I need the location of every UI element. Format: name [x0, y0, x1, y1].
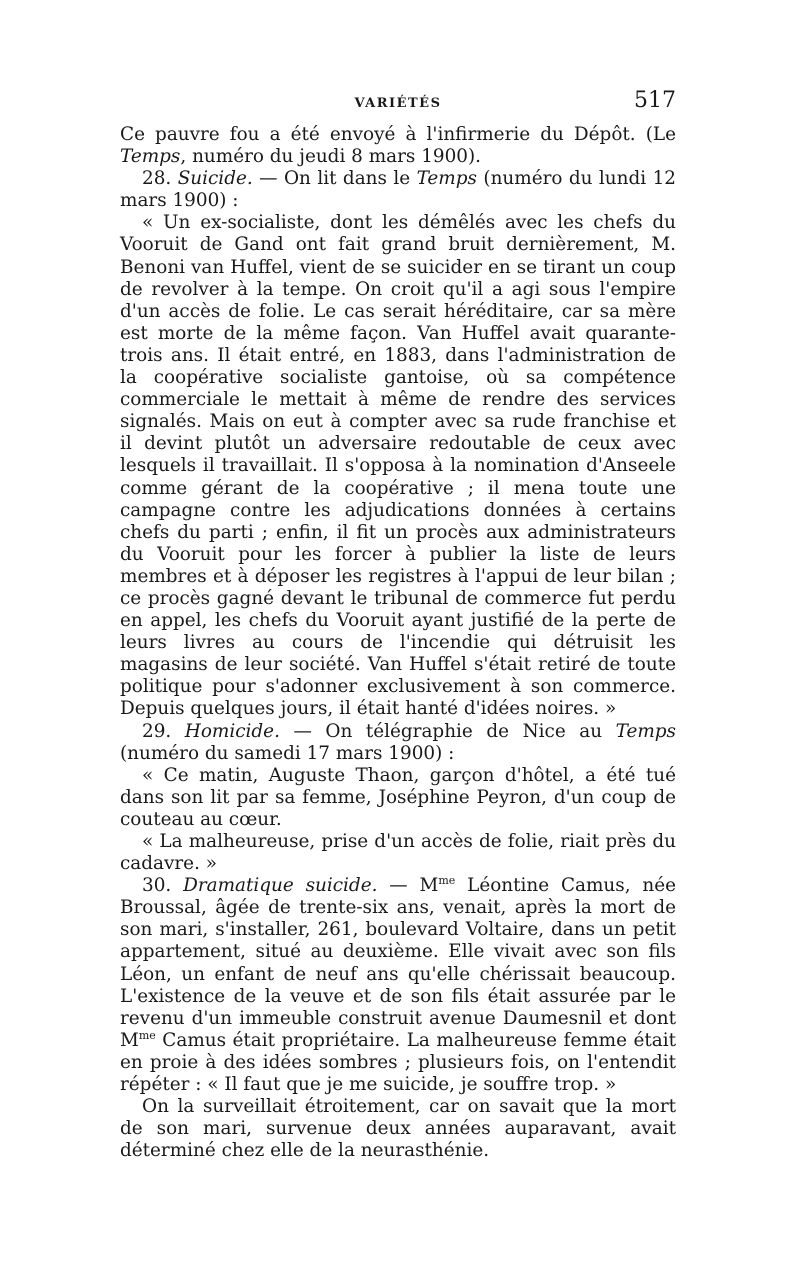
- case-number: 30.: [142, 875, 184, 897]
- case-title: Dramatique suicide.: [183, 875, 378, 897]
- text-run: Léontine Camus, née Broussal, âgée de trente-six ans, venait, après la mort de son mari, s'installer, 261, boulevard Voltaire, dans un petit appartement, situé au deuxième. Elle vivait avec son fils Léon, un enfant de neuf ans qu'elle chérissait beaucoup. L'existence de la veuve et de son fils était assurée par le revenu d'un immeuble construit avenue Daumesnil et dont M: [120, 875, 676, 1051]
- text-run: , numéro du jeudi 8 mars 1900).: [180, 146, 482, 168]
- text-run: (numéro du samedi 17 mars 1900) :: [120, 742, 455, 764]
- superscript: me: [438, 874, 456, 888]
- case-heading-28: [120, 168, 676, 212]
- text-run: (numéro du lundi 12 mars 1900) :: [120, 168, 676, 212]
- paragraph-quote-cadavre: « La malheureuse, prise d'un accès de folie, riait près du cadavre. »: [120, 831, 676, 875]
- text-run: — On télégraphie de Nice au: [279, 720, 616, 742]
- text-run: Camus était propriétaire. La malheureuse femme était en proie à des idées sombres ; plusieurs fois, on l'entendit répéter : « Il faut que je me suicide, je souffre trop. »: [120, 1029, 676, 1096]
- case-number: 29.: [142, 720, 185, 742]
- newspaper-title: Temps: [416, 168, 477, 190]
- paragraph-infirmerie: [120, 124, 676, 168]
- text-run: — M: [377, 875, 439, 897]
- case-heading-29: [120, 721, 676, 765]
- newspaper-title: Temps: [120, 146, 181, 168]
- case-number: 28.: [142, 168, 178, 190]
- running-title: VARIÉTÉS: [354, 96, 442, 111]
- case-heading-30: [120, 875, 676, 1096]
- running-head: [120, 88, 676, 120]
- case-title: Suicide.: [177, 168, 253, 190]
- paragraph-quote-van-huffel: « Un ex-socialiste, dont les démêlés avec les chefs du Vooruit de Gand ont fait grand bruit dernièrement, M. Benoni van Huffel, vient de se suicider en se tirant un coup de revolver à la tempe. On croit qu'il a agi sous l'empire d'un accès de folie. Le cas serait héréditaire, car sa mère est morte de la même façon. Van Huffel avait quarante-trois ans. Il était entré, en 1883, dans l'administration de la coopérative socialiste gantoise, où sa compétence commerciale le mettait à même de rendre des services signalés. Mais on eut à compter avec sa rude franchise et il devint plutôt un adversaire redoutable de ceux avec lesquels il travaillait. Il s'opposa à la nomination d'Anseele comme gérant de la coopérative ; il mena toute une campagne contre les adjudications données à certains chefs du parti ; enfin, il fit un procès aux administrateurs du Vooruit pour les forcer à publier la liste de leurs membres et à déposer les registres à l'appui de leur bilan ; ce procès gagné devant le tribunal de commerce fut perdu en appel, les chefs du Vooruit ayant justifié de la perte de leurs livres au cours de l'incendie qui détruisit les magasins de leur société. Van Huffel s'était retiré de toute politique pour s'adonner exclusivement à son commerce. Depuis quelques jours, il était hanté d'idées noires. »: [120, 212, 676, 720]
- text-run: Ce pauvre fou a été envoyé à l'infirmerie du Dépôt. (Le: [120, 124, 676, 145]
- newspaper-title: Temps: [615, 720, 676, 742]
- superscript: me: [138, 1028, 156, 1042]
- page-number: 517: [634, 88, 676, 113]
- paragraph-neurasthenie: On la surveillait étroitement, car on savait que la mort de son mari, survenue deux années auparavant, avait déterminé chez elle de la neurasthénie.: [120, 1096, 676, 1162]
- text-run: — On lit dans le: [252, 168, 417, 190]
- book-page: [120, 88, 676, 1162]
- case-title: Homicide.: [184, 720, 280, 742]
- paragraph-quote-thaon: « Ce matin, Auguste Thaon, garçon d'hôtel, a été tué dans son lit par sa femme, Joséphine Peyron, d'un coup de couteau au cœur.: [120, 764, 676, 830]
- body-text: [120, 124, 676, 1162]
